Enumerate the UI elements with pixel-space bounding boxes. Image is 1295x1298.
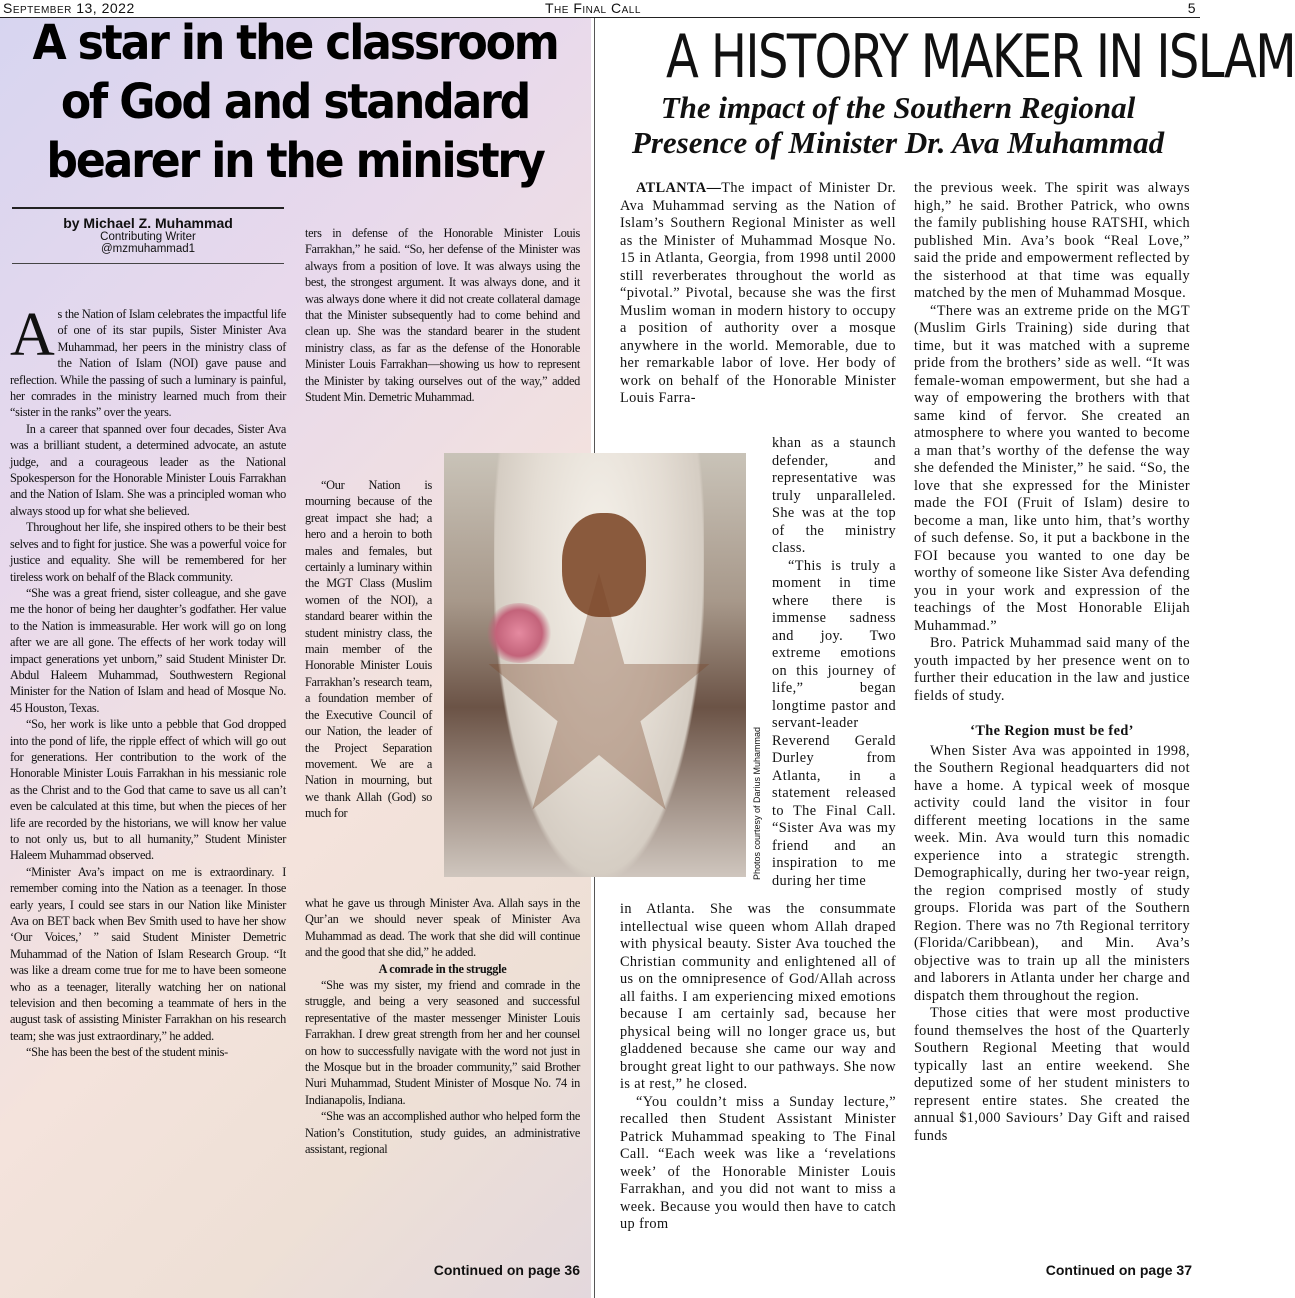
right-col-4: the previous week. The spirit was always high,” he said. Brother Patrick, who owns the family publishing house RATSHI, which published Min. Ava’s book “Real Love,” said the pride and empowerment reflected by the sisterhood at that time was equally matched by the men of Muhammad Mosque. “There was an extreme pride on the MGT (Muslim Girls Training) side during that time, but it was matched with a supreme pride from the brothers’ side as well. “It was female-woman empowerment, but she had a way of empowering the brothers with that same kind of fervor. She created an atmosphere to where you wanted to become a man that’s worthy of the defense the way she defended the Minister,” he said. “So, the love that she expressed for the Minister made the FOI (Fruit of Islam) desire to become a man, like unto him, that’s worthy of such defense. So, it put a backbone in the FOI because you wanted to one day be worthy of someone like Sister Ava defending you in your work and expression of the teachings of the Most Honorable Elijah Muhammad.” Bro. Patrick Muhammad said many of the youth impacted by her presence went on to further their education in the law and justice fields of study. ‘The Region must be fed’ When Sister Ava was appointed in 1998, the Southern Regional headquarters did not have a home. A typical week of mosque activity could land the visitor in four different meeting locations in the same week. Min. Ava would turn this nomadic experience into a strategic strength. Demographically, during her two-year reign, the region comprised mostly of study groups. Florida was part of the Southern Region. There was no 7th Regional territory (Florida/Caribbean), and Min. Ava’s objective was to train up all the ministers and laborers in Atlanta under her charge and dispatch them throughout the region. Those cities that were most productive found themselves the host of the Quarterly Southern Regional Meeting that would typically last an entire weekend. She deputized some of her student ministers to represent entire states. She created the annual $1,000 Saviours’ Day Gift and raised funds <box>914 180 1190 1144</box>
author-handle: @mzmuhammad1 <box>100 243 196 255</box>
right-col-3-bottom: in Atlanta. She was the consummate intellectual wise queen whom Allah draped with physical beauty. Sister Ava touched the Christian community and enlightened all of us on the omnipresence of God/Allah across all faiths. I am experiencing mixed emotions because I am certainly sad, because her physical being will no longer grace us, but gladdened because she came our way and brought great light to our pathways. She now is at rest,” he closed. “You couldn’t miss a Sunday lecture,” recalled then Student Assistant Minister Patrick Muhammad speaking to The Final Call. “Each week was like a ‘revelations week’ of the Honorable Minister Louis Farrakhan, and you did not want to miss a week. Because you would then have to catch up from <box>620 901 896 1232</box>
left-subhead: A comrade in the struggle <box>378 961 507 976</box>
photo-flower-shape <box>484 603 554 663</box>
right-headline: A HISTORY MAKER IN ISLAM <box>666 22 1295 92</box>
right-col-3-narrow: khan as a staunch defender, and representative was truly unparalleled. She was at the top of the ministry class. “This is truly a moment in time where there is immense sadness and joy. Two extreme emotions on this journey of life,” began longtime pastor and servant-leader Reverend Gerald Durley from Atlanta, in a statement released to The Final Call. “Sister Ava was my friend and an inspiration to me during her time <box>772 435 896 889</box>
headline-line-3: bearer in the ministry <box>46 133 544 189</box>
right-continued: Continued on page 37 <box>1045 1262 1192 1278</box>
dropcap: A <box>10 301 55 369</box>
issue-date: September 13, 2022 <box>3 0 135 16</box>
page-number: 5 <box>1187 0 1196 16</box>
paper-name: The Final Call <box>545 0 641 16</box>
photo-minister-ava <box>444 453 746 877</box>
left-col-1: As the Nation of Islam celebrates the impactful life of one of its star pupils, Sister Minister Ava Muhammad, her peers in the ministry class of the Nation of Islam (NOI) gave pause and reflection. While the passing of such a luminary is painful, her comrades in the ministry learned much from their “sister in the ranks” over the years. In a career that spanned over four decades, Sister Ava was a brilliant student, a determined advocate, an astute judge, and a courageous leader as the National Spokesperson for the Honorable Minister Louis Farrakhan and the Nation of Islam. She was a principled woman who always stood up for what she believed. Throughout her life, she inspired others to be their best selves and to fight for justice. She was a powerful voice for justice and equality. She will be remembered for her tireless work on behalf of the Black community. “She was a great friend, sister colleague, and she gave me the honor of being her daughter’s godfather. Her value to the Nation is immeasurable. Her work will go on long after we are all gone. The effects of her work today will impact generations yet unborn,” said Student Minister Dr. Abdul Haleem Muhammad, Southwestern Regional Minister for the Nation of Islam and head of Mosque No. 45 Houston, Texas. “So, her work is like unto a pebble that God dropped into the pond of life, the ripple effect of which will go out for generations. Her contribution to the work of the Honorable Minister Louis Farrakhan in his messianic role as the Christ and to the God that came to save us all can’t even be calculated at this time, but when the pieces of her life are recorded by the historians, we will know her value to not only us, but to all humanity,” Student Minister Haleem Muhammad observed. “Minister Ava’s impact on me is extraordinary. I remember coming into the Nation as a teenager. In those early years, I could see stars in our Nation like Minister Ava on BET back when Bev Smith used to have her show ‘Our Voices,’ ” said Student Minister Demetric Muhammad of the Nation of Islam Research Group. “It was like a dream come true for me to have been someone who as a teenager, literally watching her on national television and then becoming a teammate of hers in the august task of assisting Minister Farrakhan on his research team; she was just extraordinary,” he added. “She has been the best of the student minis- <box>10 301 286 1060</box>
left-headline <box>29 14 561 191</box>
author-role: Contributing Writer <box>100 231 196 243</box>
headline-line-1: A star in the classroom <box>32 15 558 71</box>
left-col-2-bottom: what he gave us through Minister Ava. Allah says in the Qur’an we should never speak of Minister Ava Muhammad as dead. The work that she did will continue and the good that she did,” he added. A comrade in the struggle “She was my sister, my friend and comrade in the struggle, and being a very seasoned and successful representative of the master messenger Minister Louis Farrakhan. I drew great strength from her and her counsel on how to successfully navigate with the word not just in the Mosque but in the broader community,” said Brother Nuri Muhammad, Student Minister of Mosque No. 74 in Indianapolis, Indiana. “She was an accomplished author who helped form the Nation’s Constitution, study guides, an administrative assistant, regional <box>305 896 580 1157</box>
headline-line-2: of God and standard <box>60 74 530 130</box>
byline <box>12 207 284 264</box>
right-subhead-2: ‘The Region must be fed’ <box>970 723 1134 739</box>
dateline: ATLANTA— <box>636 180 722 196</box>
left-col-2-narrow: “Our Nation is mourning because of the great impact she had; a hero and a heroin to both males and females, but certainly a luminary within the MGT Class (Muslim women of the NOI), a standard bearer within the student ministry class, the main member of the Honorable Minister Louis Farrakhan’s research team, a foundation member of the Executive Council of our Nation, the leader of the Project Separation movement. We are a Nation in mourning, but we thank Allah (God) so much for <box>305 478 432 821</box>
author-name: by Michael Z. Muhammad <box>63 215 233 231</box>
photo-credit: Photos courtesy of Darius Muhammad <box>752 726 762 880</box>
left-continued: Continued on page 36 <box>433 1262 580 1278</box>
right-col-3-top: ATLANTA—The impact of Minister Dr. Ava Muhammad serving as the Nation of Islam’s Southern Regional Minister as well as the Minister of Muhammad Mosque No. 15 in Atlanta, Georgia, from 1998 until 2000 still reverberates throughout the world as “pivotal.” Pivotal, because she was the first Muslim woman in modern history to occupy a position of authority over a mosque anywhere in the world. Memorable, due to her remarkable labor of love. Her body of work on behalf of the Honorable Minister Louis Farra- <box>620 180 896 406</box>
right-subhead: The impact of the Southern Regional Presence of Minister Dr. Ava Muhammad <box>631 90 1165 160</box>
left-col-2-top: ters in defense of the Honorable Minister Louis Farrakhan,” he said. “So, her defense of the Minister was always from a position of love. It was always using the best, the strongest argument. It was always done, and it was always done where it did not create collateral damage that the Minister subsequently had to come behind and clean up. She was the standard bearer in the student ministry class, as far as the defense of the Honorable Minister Louis Farrakhan—showing us how to represent the Minister by taking ourselves out of the way,” added Student Min. Demetric Muhammad. <box>305 226 580 405</box>
